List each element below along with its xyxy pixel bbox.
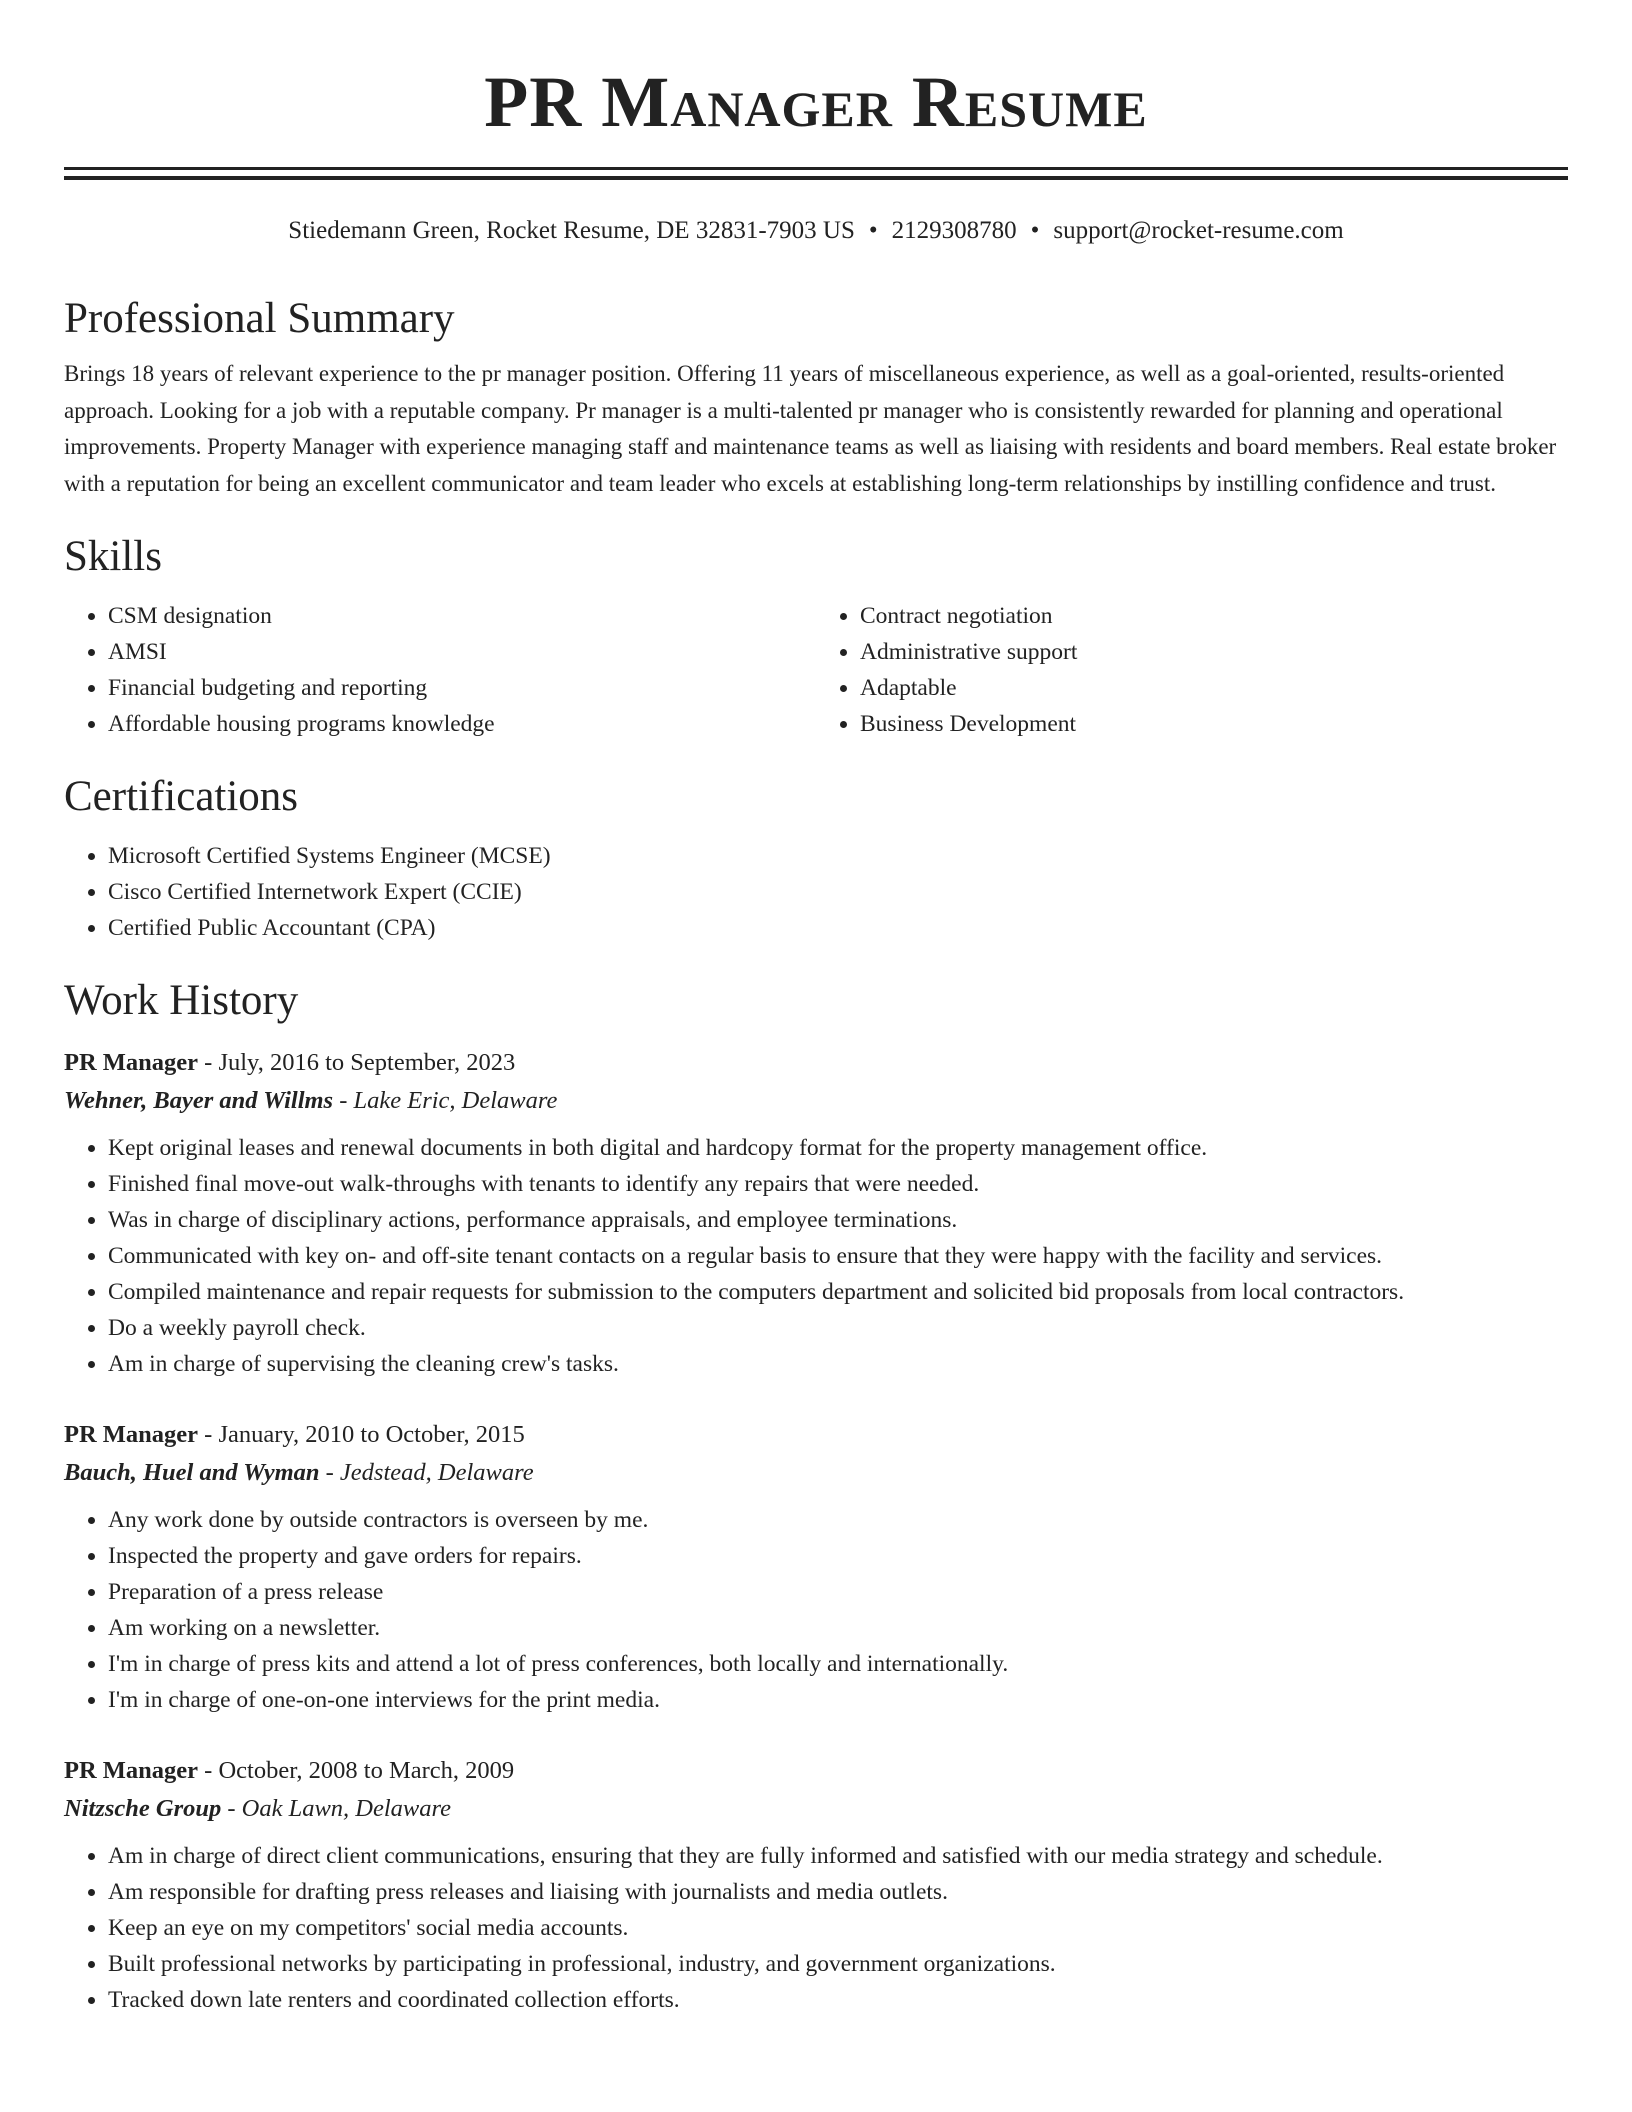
job-dates: - January, 2010 to October, 2015 (204, 1421, 525, 1448)
job-bullets (64, 1838, 1568, 2018)
skill-item: • Business Development (860, 706, 1568, 742)
skill-item: • Financial budgeting and reporting (108, 670, 816, 706)
job-title: PR Manager (64, 1049, 199, 1076)
job-bullet: • Am responsible for drafting press releases and liaising with journalists and media outlets. (108, 1874, 1568, 1910)
job-company: Bauch, Huel and Wyman (64, 1459, 320, 1486)
contact-separator: • (868, 217, 878, 244)
job-bullet: • Built professional networks by participating in professional, industry, and government organizations. (108, 1946, 1568, 1982)
job-title: PR Manager (64, 1421, 199, 1448)
skill-item: • Administrative support (860, 634, 1568, 670)
job-title: PR Manager (64, 1757, 199, 1784)
job-bullet: • Preparation of a press release (108, 1574, 1568, 1610)
job-company: Wehner, Bayer and Willms (64, 1087, 334, 1114)
job-bullet: • Kept original leases and renewal documents in both digital and hardcopy format for the property management office. (108, 1130, 1568, 1166)
summary-section (64, 292, 1568, 502)
contact-line (64, 215, 1568, 247)
job-location: - Jedstead, Delaware (325, 1459, 534, 1486)
job-title-line (64, 1044, 1568, 1082)
title-divider-top (64, 167, 1568, 170)
job-company: Nitzsche Group (64, 1795, 222, 1822)
skills-list-left (64, 598, 816, 742)
job-bullet: • Communicated with key on- and off-site tenant contacts on a regular basis to ensure that they were happy with the facility and services. (108, 1238, 1568, 1274)
job-company-line (64, 1454, 1568, 1492)
contact-separator: • (1030, 217, 1040, 244)
job-bullet: • I'm in charge of press kits and attend a lot of press conferences, both locally and internationally. (108, 1646, 1568, 1682)
skills-heading: Skills (64, 533, 162, 580)
job-bullet: • Any work done by outside contractors is overseen by me. (108, 1502, 1568, 1538)
resume-title: PR Manager Resume (484, 62, 1148, 142)
job-bullet: • I'm in charge of one-on-one interviews for the print media. (108, 1682, 1568, 1718)
job-bullet: • Compiled maintenance and repair requests for submission to the computers department and solicited bid proposals from local contractors. (108, 1274, 1568, 1310)
certification-item: • Cisco Certified Internetwork Expert (CCIE) (108, 874, 1568, 910)
skill-item: • Affordable housing programs knowledge (108, 706, 816, 742)
job-company-line (64, 1790, 1568, 1828)
certification-item: • Microsoft Certified Systems Engineer (MCSE) (108, 838, 1568, 874)
resume-content (64, 292, 1568, 2018)
skills-section (64, 530, 1568, 742)
job-bullet: • Was in charge of disciplinary actions, performance appraisals, and employee terminations. (108, 1202, 1568, 1238)
job-bullet: • Finished final move-out walk-throughs with tenants to identify any repairs that were needed. (108, 1166, 1568, 1202)
job-entry (64, 1416, 1568, 1718)
summary-text: Brings 18 years of relevant experience to the pr manager position. Offering 11 years of miscellaneous experience, as well as a goal-oriented, results-oriented approach. Looking for a job with a reputable company. Pr manager is a multi-talented pr manager who is consistently rewarded for planning and operational improvements. Property Manager with experience managing staff and maintenance teams as well as liaising with residents and board members. Real estate broker with a reputation for being an excellent communicator and team leader who excels at establishing long-term relationships by instilling confidence and trust. (64, 361, 1557, 496)
job-bullet: • Am in charge of direct client communications, ensuring that they are fully informed and satisfied with our media strategy and schedule. (108, 1838, 1568, 1874)
job-location: - Lake Eric, Delaware (339, 1087, 558, 1114)
contact-phone: 2129308780 (891, 217, 1017, 244)
job-bullet: • Am working on a newsletter. (108, 1610, 1568, 1646)
job-bullet: • Keep an eye on my competitors' social media accounts. (108, 1910, 1568, 1946)
skill-item: • Contract negotiation (860, 598, 1568, 634)
contact-email[interactable]: support@rocket-resume.com (1053, 217, 1344, 244)
skills-list-right (816, 598, 1568, 742)
job-bullet: • Tracked down late renters and coordinated collection efforts. (108, 1982, 1568, 2018)
work-history-heading: Work History (64, 977, 299, 1024)
job-dates: - July, 2016 to September, 2023 (204, 1049, 516, 1076)
job-company-line (64, 1082, 1568, 1120)
certifications-heading: Certifications (64, 773, 299, 820)
title-divider-bottom (64, 176, 1568, 180)
skill-item: • CSM designation (108, 598, 816, 634)
summary-heading: Professional Summary (64, 295, 455, 342)
job-location: - Oak Lawn, Delaware (227, 1795, 452, 1822)
job-bullets (64, 1130, 1568, 1382)
work-history-section (64, 974, 1568, 2018)
job-bullets (64, 1502, 1568, 1718)
certifications-list (64, 838, 1568, 946)
skill-item: • Adaptable (860, 670, 1568, 706)
job-bullet: • Inspected the property and gave orders for repairs. (108, 1538, 1568, 1574)
job-dates: - October, 2008 to March, 2009 (204, 1757, 515, 1784)
certification-item: • Certified Public Accountant (CPA) (108, 910, 1568, 946)
job-bullet: • Do a weekly payroll check. (108, 1310, 1568, 1346)
job-title-line (64, 1752, 1568, 1790)
job-entry (64, 1044, 1568, 1382)
job-title-line (64, 1416, 1568, 1454)
job-entry (64, 1752, 1568, 2018)
job-bullet: • Am in charge of supervising the cleaning crew's tasks. (108, 1346, 1568, 1382)
skills-grid (64, 598, 1568, 742)
contact-address: Stiedemann Green, Rocket Resume, DE 32831-7903 US (288, 217, 855, 244)
certifications-section (64, 770, 1568, 946)
skill-item: • AMSI (108, 634, 816, 670)
